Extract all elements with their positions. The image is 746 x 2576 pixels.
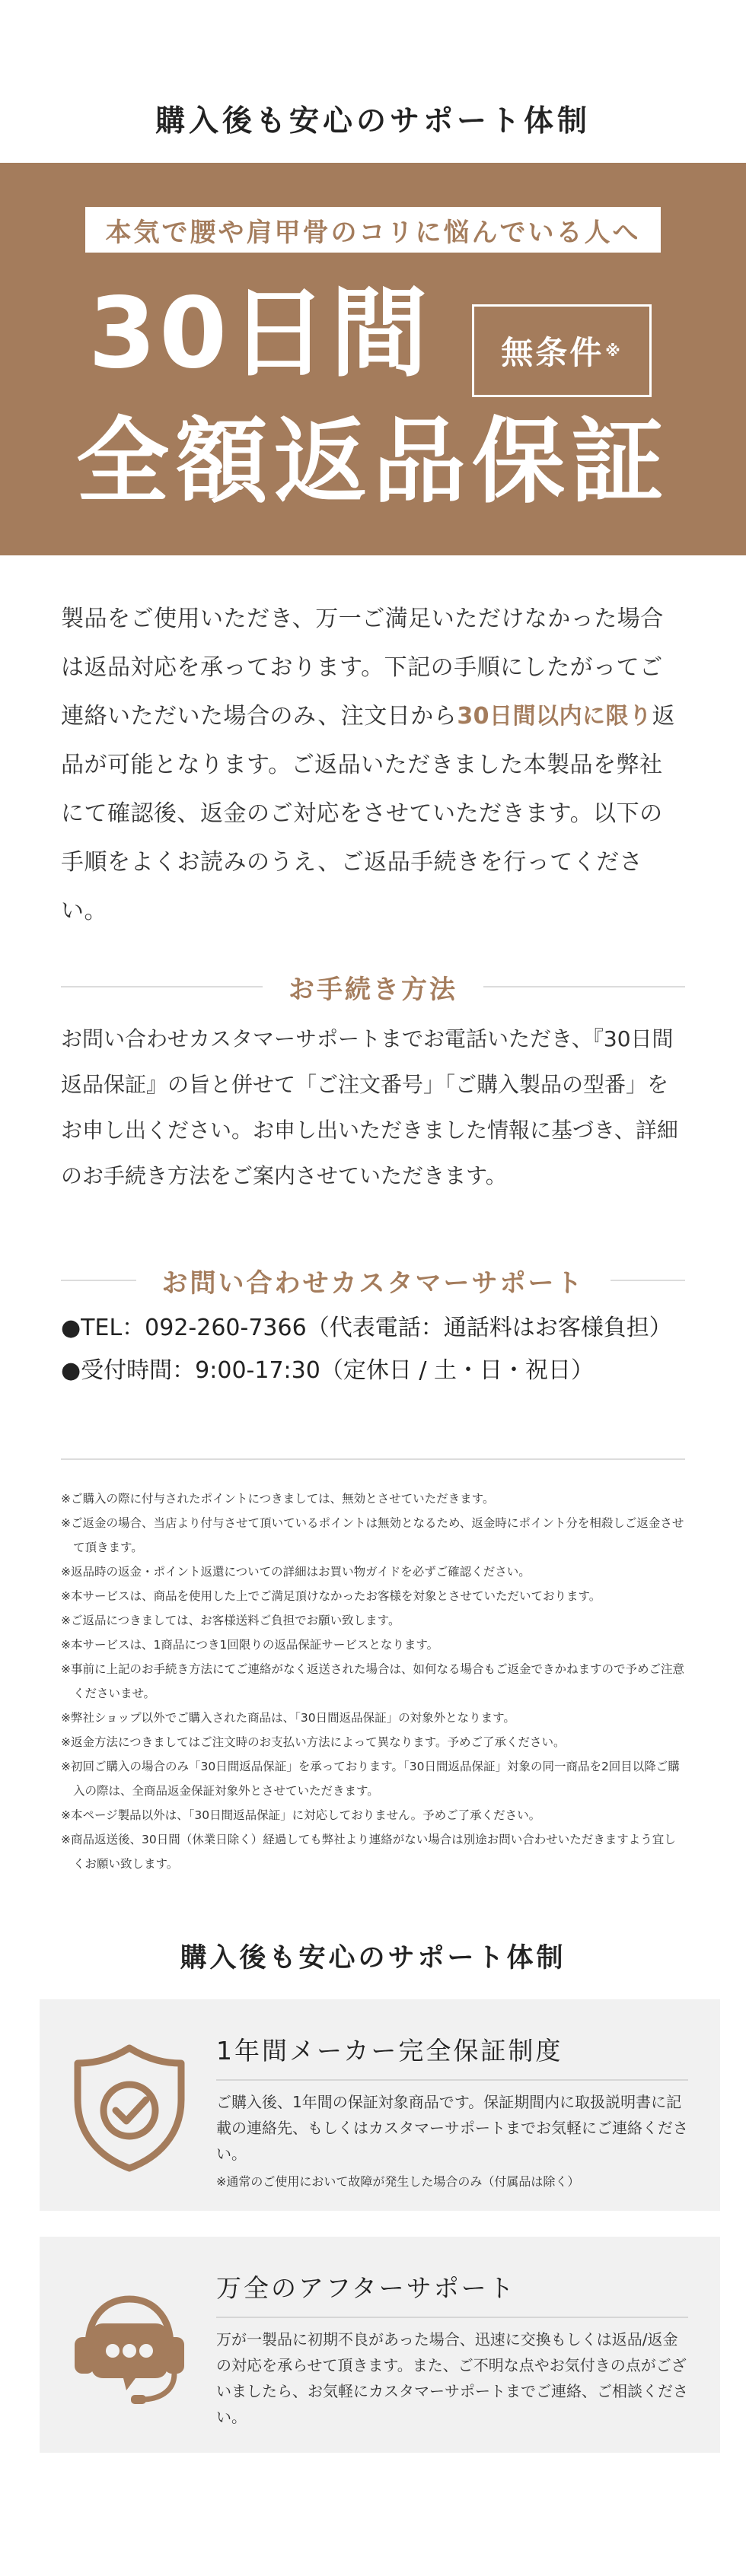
contact-hours: ●受付時間：9:00-17:30（定休日 / 土・日・祝日） [61, 1357, 595, 1384]
note-item: ※商品返送後、30日間（休業日除く）経過しても弊社より連絡がない場合は別途お問い合わせいただきますよう宜しくお願い致します。 [61, 1833, 676, 1871]
note-item: ※ご購入の際に付与されたポイントにつきましては、無効とさせていただきます。 [61, 1492, 495, 1506]
hero-30-days-text: 30日間 [88, 277, 432, 390]
headset-chat-icon [70, 2281, 189, 2410]
badge-text: 無条件 [501, 334, 604, 371]
after-support-card-text: 万が一製品に初期不良があった場合、迅速に交換もしくは返品/返金の対応を承らせて頂きます。また、ご不明な点やお気付きの点がございましたら、お気軽にカスタマーサポートまでご連絡、ご相談ください。 [216, 2330, 688, 2426]
hero-full-refund-text: 全額返品保証 [76, 408, 670, 516]
procedure-heading [61, 968, 685, 1006]
note-item: ※本ページ製品以外は、「30日間返品保証」に対応しておりません。予めご了承ください。 [61, 1808, 541, 1822]
unconditional-badge [472, 304, 652, 397]
heading-rule-right [611, 1280, 686, 1281]
warranty-card-body [216, 2089, 688, 2197]
intro-paragraph [61, 595, 685, 936]
note-item: ※返品時の返金・ポイント返還についての詳細はお買い物ガイドを必ずご確認ください。 [61, 1565, 531, 1579]
after-support-card-title: 万全のアフターサポート [216, 2269, 688, 2318]
note-item: ※本サービスは、商品を使用した上でご満足頂けなかったお客様を対象とさせていただいております。 [61, 1589, 601, 1603]
page-title: 購入後も安心のサポート体制 [155, 104, 591, 138]
guarantee-hero-banner [0, 163, 746, 555]
contact-info [61, 1307, 685, 1392]
procedure-heading-label: お手続き方法 [289, 974, 457, 1005]
support-section-title: 購入後も安心のサポート体制 [180, 1943, 566, 1973]
contact-heading-label: お問い合わせカスタマーサポート [161, 1267, 585, 1299]
after-support-card [40, 2237, 720, 2453]
procedure-text: お問い合わせカスタマーサポートまでお電話いただき、『30日間返品保証』の旨と併せて「ご注文番号」「ご購入製品の型番」をお申し出ください。お申し出いただきました情報に基づき、詳細のお手続き方法をご案内させていただきます。 [61, 1026, 678, 1188]
after-support-card-body [216, 2326, 688, 2430]
note-item: ※ご返品につきましては、お客様送料ご負担でお願い致します。 [61, 1614, 400, 1627]
heading-rule-left [61, 1280, 136, 1281]
note-item: ※弊社ショップ以外でご購入された商品は、「30日間返品保証」の対象外となります。 [61, 1711, 515, 1725]
warranty-card-note: ※通常のご使用において故障が発生した場合のみ（付属品は除く） [216, 2174, 580, 2189]
note-item: ※初回ご購入の場合のみ「30日間返品保証」を承っております。「30日間返品保証」対象の同一商品を2回目以降ご購入の際は、全商品返金保証対象外とさせていただきます。 [61, 1760, 680, 1798]
intro-highlight: 30日間以内に限り [457, 703, 652, 730]
badge-note-mark: ※ [605, 342, 623, 360]
note-item: ※返金方法につきましてはご注文時のお支払い方法によって異なります。予めご了承ください。 [61, 1735, 566, 1749]
heading-rule-left [61, 986, 263, 987]
contact-tel: ●TEL：092-260-7366（代表電話：通話料はお客様負担） [61, 1315, 672, 1341]
warranty-card-title: 1年間メーカー完全保証制度 [216, 2031, 688, 2081]
warranty-card-text: ご購入後、1年間の保証対象商品です。保証期間内に取扱説明書に記載の連絡先、もしくはカスタマーサポートまでお気軽にご連絡ください。 [216, 2093, 688, 2163]
contact-heading [61, 1261, 685, 1299]
warranty-card [40, 1999, 720, 2211]
heading-rule-right [483, 986, 685, 987]
intro-text-before: 製品をご使用いただき、万一ご満足いただけなかった場合は返品対応を承っております。下記の手順にしたがってご連絡いただいた場合のみ、注文日から [61, 606, 664, 730]
intro-text-after: 返品が可能となります。ご返品いただきました本製品を弊社にて確認後、返金のご対応をさせていただきます。以下の手順をよくお読みのうえ、ご返品手続きを行ってください。 [61, 703, 676, 924]
note-item: ※ご返金の場合、当店より付与させて頂いているポイントは無効となるため、返金時にポイント分を相殺しご返金させて頂きます。 [61, 1516, 684, 1554]
hero-subtitle: 本気で腰や肩甲骨のコリに悩んでいる人へ [85, 207, 661, 253]
note-item: ※本サービスは、1商品につき1回限りの返品保証サービスとなります。 [61, 1638, 439, 1652]
note-item: ※事前に上記のお手続き方法にてご連絡がなく返送された場合は、如何なる場合もご返金できかねますので予めご注意くださいませ。 [61, 1662, 684, 1700]
section-divider [61, 1458, 685, 1460]
notes-list [61, 1487, 685, 1876]
shield-check-icon [70, 2043, 189, 2173]
